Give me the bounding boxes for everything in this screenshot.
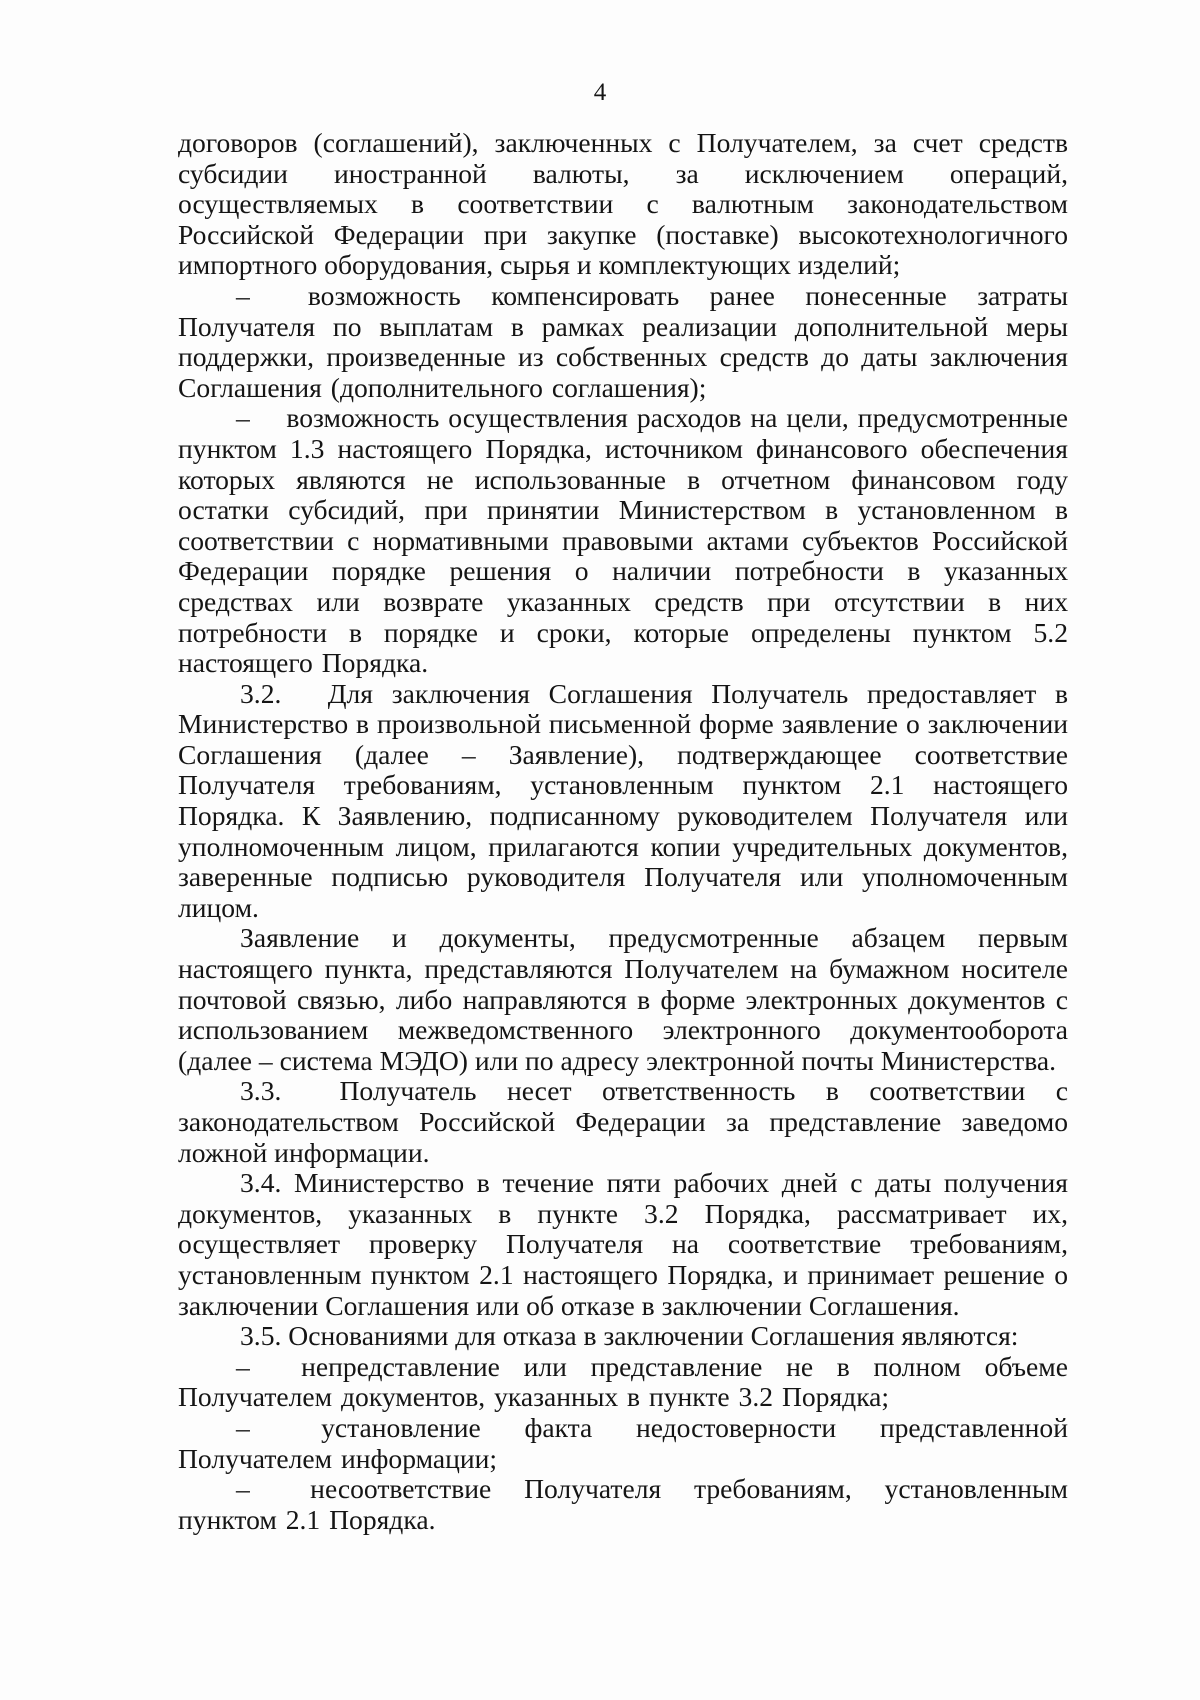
- paragraph-3-3: 3.3. Получатель несет ответственность в соответствии с законодательством Российской Федерации за представление заведомо ложной информации.: [178, 1075, 1068, 1168]
- list-item-expenses: – возможность осуществления расходов на цели, предусмотренные пунктом 1.3 настоящего Порядка, источником финансового обеспечения которых являются не использованные в отчетном финансовом году остатки субсидий, при принятии Министерством в установленном в соответствии с нормативными правовыми актами субъектов Российской Федерации порядке решения о наличии потребности в указанных средствах или возврате указанных средств при отсутствии в них потребности в порядке и сроки, которые определены пунктом 5.2 настоящего Порядка.: [178, 402, 1068, 679]
- list-item-compensation: – возможность компенсировать ранее понесенные затраты Получателя по выплатам в рамках реализации дополнительной меры поддержки, произведенные из собственных средств до даты заключения Соглашения (дополнительного соглашения);: [178, 279, 1068, 403]
- paragraph-3-2: 3.2. Для заключения Соглашения Получатель предоставляет в Министерство в произвольной письменной форме заявление о заключении Соглашения (далее – Заявление), подтверждающее соответствие Получателя требованиям, установленным пунктом 2.1 настоящего Порядка. К Заявлению, подписанному руководителем Получателя или уполномоченным лицом, прилагаются копии учредительных документов, заверенные подписью руководителя Получателя или уполномоченным лицом.: [178, 677, 1068, 923]
- paragraph-3-2-documents: Заявление и документы, предусмотренные абзацем первым настоящего пункта, представляются Получателем на бумажном носителе почтовой связью, либо направляются в форме электронных документов с использованием межведомственного электронного документооборота (далее – система МЭДО) или по адресу электронной почты Министерства.: [178, 922, 1068, 1076]
- document-body: [178, 128, 1068, 1535]
- list-item-refusal-requirements: – несоответствие Получателя требованиям, установленным пунктом 2.1 Порядка.: [178, 1473, 1068, 1535]
- paragraph-3-5: 3.5. Основаниями для отказа в заключении Соглашения являются:: [240, 1320, 1019, 1352]
- paragraph-3-4: 3.4. Министерство в течение пяти рабочих дней с даты получения документов, указанных в пункте 3.2 Порядка, рассматривает их, осуществляет проверку Получателя на соответствие требованиям, установленным пунктом 2.1 настоящего Порядка, и принимает решение о заключении Соглашения или об отказе в заключении Соглашения.: [178, 1167, 1068, 1321]
- page-number: 4: [593, 79, 607, 106]
- paragraph-continuation: договоров (соглашений), заключенных с Получателем, за счет средств субсидии иностранной валюты, за исключением операций, осуществляемых в соответствии с валютным законодательством Российской Федерации при закупке (поставке) высокотехнологичного импортного оборудования, сырья и комплектующих изделий;: [178, 127, 1068, 281]
- list-item-refusal-unreliable: – установление факта недостоверности представленной Получателем информации;: [178, 1411, 1068, 1474]
- list-item-refusal-documents: – непредставление или представление не в полном объеме Получателем документов, указанных в пункте 3.2 Порядка;: [178, 1350, 1068, 1413]
